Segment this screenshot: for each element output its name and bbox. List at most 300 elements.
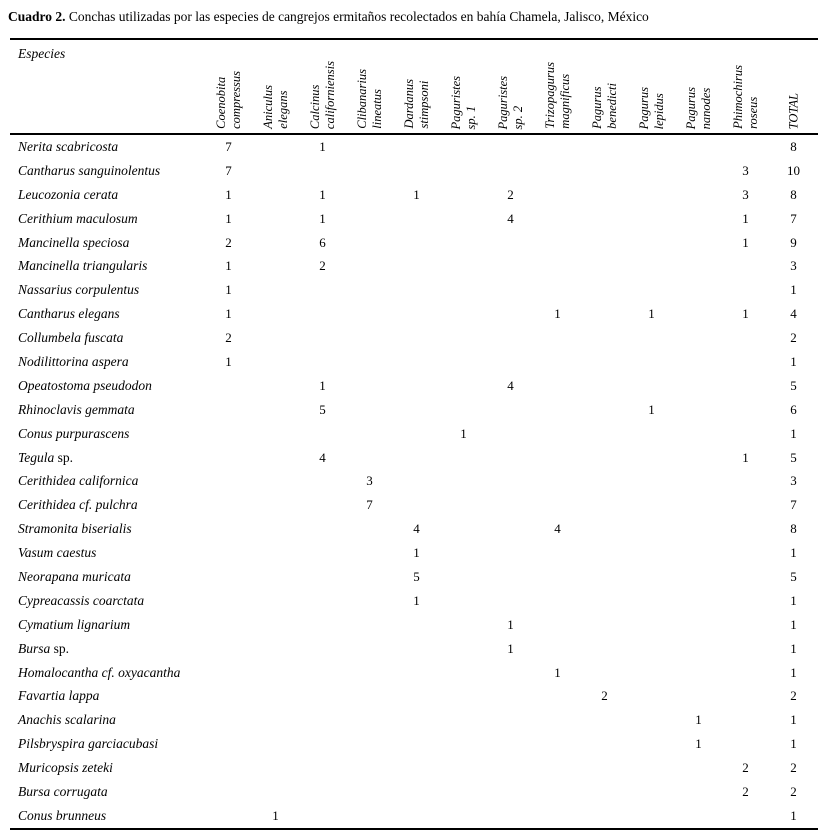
- count-cell-clibanarius-lineatus: [346, 446, 393, 470]
- count-cell-trizopagurus-magnificus: [534, 135, 581, 159]
- column-header-label: Pagurus nanodes: [683, 86, 713, 129]
- count-cell-trizopagurus-magnificus: [534, 446, 581, 470]
- count-cell-paguristes-sp-1: [440, 493, 487, 517]
- count-cell-pagurus-benedicti: [581, 159, 628, 183]
- count-cell-paguristes-sp-1: [440, 254, 487, 278]
- table-row-homalocantha-cf-oxyacantha: [10, 661, 818, 685]
- count-cell-coenobita-compressus: [205, 708, 252, 732]
- count-cell-dardanus-stimpsoni: [393, 231, 440, 255]
- count-cell-aniculus-elegans: [252, 278, 299, 302]
- count-cell-phimochirus-roseus: 2: [742, 784, 749, 800]
- count-cell-pagurus-nanodes: [675, 302, 722, 326]
- count-cell-calcinus-californiensis: [299, 565, 346, 589]
- count-cell-pagurus-nanodes: [675, 684, 722, 708]
- count-cell-trizopagurus-magnificus: [534, 541, 581, 565]
- count-cell-total: 1: [790, 545, 797, 561]
- count-cell-paguristes-sp-2: [487, 135, 534, 159]
- count-cell-coenobita-compressus: [205, 589, 252, 613]
- count-cell-total: 1: [790, 616, 797, 632]
- table-row-anachis-scalarina: [10, 708, 818, 732]
- count-cell-pagurus-lepidus: [628, 207, 675, 231]
- species-name: Bursa corrugata: [18, 784, 108, 800]
- species-name: Tegula: [18, 449, 55, 465]
- table-row-vasum-caestus: [10, 541, 818, 565]
- count-cell-paguristes-sp-1: [440, 159, 487, 183]
- count-cell-paguristes-sp-1: [440, 207, 487, 231]
- count-cell-total: 5: [790, 377, 797, 393]
- column-header-paguristes-sp-2: [487, 40, 534, 133]
- count-cell-calcinus-californiensis: 2: [319, 258, 326, 274]
- table-row-rhinoclavis-gemmata: [10, 398, 818, 422]
- count-cell-pagurus-benedicti: [581, 183, 628, 207]
- count-cell-paguristes-sp-1: [440, 517, 487, 541]
- count-cell-total: 7: [790, 497, 797, 513]
- count-cell-pagurus-lepidus: [628, 374, 675, 398]
- count-cell-paguristes-sp-2: [487, 493, 534, 517]
- column-header-label: Trizopagurus magnificus: [542, 62, 572, 129]
- count-cell-paguristes-sp-1: [440, 398, 487, 422]
- count-cell-pagurus-lepidus: [628, 756, 675, 780]
- species-cell: [10, 493, 205, 517]
- count-cell-paguristes-sp-1: [440, 374, 487, 398]
- count-cell-paguristes-sp-2: [487, 446, 534, 470]
- column-header-calcinus-californiensis: [299, 40, 346, 133]
- count-cell-calcinus-californiensis: [299, 684, 346, 708]
- count-cell-calcinus-californiensis: 6: [319, 234, 326, 250]
- count-cell-aniculus-elegans: [252, 350, 299, 374]
- count-cell-total: 1: [790, 592, 797, 608]
- species-name: Cantharus sanguinolentus: [18, 162, 161, 178]
- count-cell-trizopagurus-magnificus: [534, 565, 581, 589]
- table-row-cypreacassis-coarctata: [10, 589, 818, 613]
- count-cell-clibanarius-lineatus: [346, 708, 393, 732]
- count-cell-paguristes-sp-2: [487, 231, 534, 255]
- species-cell: [10, 422, 205, 446]
- species-name: Cantharus elegans: [18, 306, 120, 322]
- count-cell-aniculus-elegans: [252, 469, 299, 493]
- count-cell-calcinus-californiensis: [299, 278, 346, 302]
- count-cell-pagurus-nanodes: [675, 183, 722, 207]
- count-cell-paguristes-sp-1: [440, 302, 487, 326]
- count-cell-phimochirus-roseus: 2: [742, 760, 749, 776]
- count-cell-calcinus-californiensis: [299, 326, 346, 350]
- count-cell-aniculus-elegans: [252, 326, 299, 350]
- count-cell-total: 6: [790, 401, 797, 417]
- count-cell-calcinus-californiensis: 1: [319, 186, 326, 202]
- species-name: Favartia lappa: [18, 688, 100, 704]
- count-cell-pagurus-benedicti: [581, 541, 628, 565]
- count-cell-aniculus-elegans: [252, 637, 299, 661]
- count-cell-pagurus-lepidus: [628, 565, 675, 589]
- count-cell-clibanarius-lineatus: [346, 207, 393, 231]
- species-cell: [10, 350, 205, 374]
- count-cell-phimochirus-roseus: [722, 398, 769, 422]
- count-cell-clibanarius-lineatus: [346, 159, 393, 183]
- species-cell: [10, 183, 205, 207]
- count-cell-dardanus-stimpsoni: [393, 756, 440, 780]
- count-cell-clibanarius-lineatus: [346, 804, 393, 828]
- count-cell-clibanarius-lineatus: 3: [366, 473, 373, 489]
- count-cell-aniculus-elegans: [252, 756, 299, 780]
- count-cell-phimochirus-roseus: [722, 684, 769, 708]
- count-cell-coenobita-compressus: 1: [225, 258, 232, 274]
- count-cell-pagurus-lepidus: [628, 231, 675, 255]
- species-cell: [10, 374, 205, 398]
- count-cell-dardanus-stimpsoni: [393, 804, 440, 828]
- count-cell-calcinus-californiensis: [299, 708, 346, 732]
- table-caption: [0, 0, 826, 26]
- species-cell: [10, 517, 205, 541]
- count-cell-phimochirus-roseus: [722, 613, 769, 637]
- column-header-label: Pagurus benedicti: [589, 83, 619, 129]
- count-cell-phimochirus-roseus: 1: [742, 234, 749, 250]
- count-cell-coenobita-compressus: [205, 422, 252, 446]
- count-cell-paguristes-sp-2: [487, 517, 534, 541]
- count-cell-total: 1: [790, 664, 797, 680]
- count-cell-pagurus-nanodes: [675, 661, 722, 685]
- count-cell-total: 8: [790, 139, 797, 154]
- count-cell-phimochirus-roseus: [722, 732, 769, 756]
- count-cell-clibanarius-lineatus: [346, 278, 393, 302]
- count-cell-pagurus-lepidus: [628, 732, 675, 756]
- count-cell-trizopagurus-magnificus: [534, 469, 581, 493]
- count-cell-pagurus-lepidus: [628, 350, 675, 374]
- count-cell-calcinus-californiensis: [299, 493, 346, 517]
- count-cell-total: 8: [790, 521, 797, 537]
- column-header-clibanarius-lineatus: [346, 40, 393, 133]
- count-cell-pagurus-nanodes: [675, 637, 722, 661]
- count-cell-dardanus-stimpsoni: 1: [413, 186, 420, 202]
- table-row-stramonita-biserialis: [10, 517, 818, 541]
- count-cell-dardanus-stimpsoni: [393, 278, 440, 302]
- species-name: Cerithidea californica: [18, 473, 139, 489]
- count-cell-aniculus-elegans: [252, 446, 299, 470]
- count-cell-total: 10: [787, 162, 800, 178]
- table-row-collumbela-fuscata: [10, 326, 818, 350]
- column-header-trizopagurus-magnificus: [534, 40, 581, 133]
- count-cell-aniculus-elegans: [252, 135, 299, 159]
- count-cell-total: 3: [790, 258, 797, 274]
- count-cell-trizopagurus-magnificus: [534, 326, 581, 350]
- count-cell-calcinus-californiensis: [299, 613, 346, 637]
- column-header-pagurus-nanodes: [675, 40, 722, 133]
- count-cell-paguristes-sp-1: [440, 589, 487, 613]
- count-cell-paguristes-sp-2: [487, 159, 534, 183]
- count-cell-pagurus-nanodes: 1: [695, 736, 702, 752]
- count-cell-paguristes-sp-2: [487, 254, 534, 278]
- count-cell-trizopagurus-magnificus: 4: [554, 521, 561, 537]
- count-cell-aniculus-elegans: [252, 780, 299, 804]
- count-cell-calcinus-californiensis: [299, 661, 346, 685]
- column-header-total: [769, 40, 818, 133]
- count-cell-calcinus-californiensis: [299, 637, 346, 661]
- count-cell-aniculus-elegans: 1: [272, 807, 279, 823]
- count-cell-paguristes-sp-2: 4: [507, 210, 514, 226]
- species-cell: [10, 469, 205, 493]
- count-cell-phimochirus-roseus: [722, 804, 769, 828]
- count-cell-phimochirus-roseus: [722, 708, 769, 732]
- count-cell-pagurus-benedicti: [581, 493, 628, 517]
- column-header-label: Paguristes sp. 2: [495, 75, 525, 129]
- count-cell-paguristes-sp-1: [440, 541, 487, 565]
- count-cell-calcinus-californiensis: [299, 589, 346, 613]
- column-header-label: Calcinus californiensis: [307, 60, 337, 129]
- count-cell-pagurus-nanodes: [675, 398, 722, 422]
- species-name: Conus brunneus: [18, 807, 107, 823]
- count-cell-pagurus-lepidus: [628, 422, 675, 446]
- count-cell-coenobita-compressus: 1: [225, 282, 232, 298]
- count-cell-paguristes-sp-2: [487, 469, 534, 493]
- species-cell: [10, 589, 205, 613]
- table-row-cantharus-sanguinolentus: [10, 159, 818, 183]
- count-cell-dardanus-stimpsoni: [393, 613, 440, 637]
- count-cell-calcinus-californiensis: 1: [319, 139, 326, 154]
- count-cell-clibanarius-lineatus: 7: [366, 497, 373, 513]
- count-cell-total: 2: [790, 330, 797, 346]
- count-cell-aniculus-elegans: [252, 661, 299, 685]
- count-cell-clibanarius-lineatus: [346, 780, 393, 804]
- count-cell-coenobita-compressus: 1: [225, 354, 232, 370]
- count-cell-clibanarius-lineatus: [346, 732, 393, 756]
- species-name-suffix: sp.: [50, 640, 70, 656]
- count-cell-pagurus-nanodes: [675, 469, 722, 493]
- count-cell-phimochirus-roseus: [722, 278, 769, 302]
- count-cell-clibanarius-lineatus: [346, 183, 393, 207]
- count-cell-paguristes-sp-1: [440, 780, 487, 804]
- count-cell-pagurus-lepidus: [628, 589, 675, 613]
- count-cell-paguristes-sp-2: 1: [507, 616, 514, 632]
- count-cell-total: 9: [790, 234, 797, 250]
- count-cell-aniculus-elegans: [252, 207, 299, 231]
- species-cell: [10, 398, 205, 422]
- count-cell-pagurus-lepidus: [628, 326, 675, 350]
- count-cell-dardanus-stimpsoni: [393, 207, 440, 231]
- count-cell-pagurus-benedicti: [581, 207, 628, 231]
- count-cell-dardanus-stimpsoni: 4: [413, 521, 420, 537]
- count-cell-clibanarius-lineatus: [346, 302, 393, 326]
- count-cell-dardanus-stimpsoni: [393, 302, 440, 326]
- count-cell-phimochirus-roseus: 3: [742, 186, 749, 202]
- count-cell-coenobita-compressus: 7: [225, 139, 232, 154]
- column-header-label: Clibanarius lineatus: [354, 69, 384, 129]
- count-cell-pagurus-nanodes: [675, 159, 722, 183]
- count-cell-trizopagurus-magnificus: [534, 589, 581, 613]
- table-row-pilsbryspira-garciacubasi: [10, 732, 818, 756]
- count-cell-aniculus-elegans: [252, 231, 299, 255]
- count-cell-aniculus-elegans: [252, 254, 299, 278]
- count-cell-phimochirus-roseus: 1: [742, 306, 749, 322]
- count-cell-coenobita-compressus: 2: [225, 234, 232, 250]
- table-row-bursa-sp: [10, 637, 818, 661]
- count-cell-paguristes-sp-1: [440, 708, 487, 732]
- count-cell-trizopagurus-magnificus: [534, 398, 581, 422]
- count-cell-dardanus-stimpsoni: [393, 422, 440, 446]
- count-cell-total: 2: [790, 688, 797, 704]
- count-cell-calcinus-californiensis: [299, 732, 346, 756]
- column-header-pagurus-benedicti: [581, 40, 628, 133]
- count-cell-phimochirus-roseus: [722, 326, 769, 350]
- table-row-muricopsis-zeteki: [10, 756, 818, 780]
- count-cell-total: 5: [790, 569, 797, 585]
- count-cell-paguristes-sp-1: [440, 350, 487, 374]
- count-cell-calcinus-californiensis: [299, 469, 346, 493]
- table-row-cymatium-lignarium: [10, 613, 818, 637]
- species-cell: [10, 804, 205, 828]
- count-cell-paguristes-sp-1: [440, 326, 487, 350]
- table-row-cerithidea-cf-pulchra: [10, 493, 818, 517]
- count-cell-paguristes-sp-1: [440, 684, 487, 708]
- count-cell-phimochirus-roseus: 1: [742, 449, 749, 465]
- count-cell-paguristes-sp-1: 1: [460, 425, 467, 441]
- count-cell-paguristes-sp-1: [440, 278, 487, 302]
- count-cell-total: 1: [790, 640, 797, 656]
- species-cell: [10, 302, 205, 326]
- count-cell-pagurus-lepidus: [628, 135, 675, 159]
- count-cell-pagurus-nanodes: [675, 374, 722, 398]
- table-row-bursa-corrugata: [10, 780, 818, 804]
- count-cell-pagurus-lepidus: [628, 708, 675, 732]
- count-cell-trizopagurus-magnificus: [534, 732, 581, 756]
- count-cell-total: 1: [790, 354, 797, 370]
- count-cell-aniculus-elegans: [252, 159, 299, 183]
- count-cell-phimochirus-roseus: 1: [742, 210, 749, 226]
- count-cell-clibanarius-lineatus: [346, 135, 393, 159]
- count-cell-trizopagurus-magnificus: [534, 231, 581, 255]
- count-cell-pagurus-benedicti: [581, 231, 628, 255]
- count-cell-aniculus-elegans: [252, 183, 299, 207]
- count-cell-paguristes-sp-2: [487, 708, 534, 732]
- count-cell-paguristes-sp-2: 2: [507, 186, 514, 202]
- count-cell-trizopagurus-magnificus: [534, 684, 581, 708]
- count-cell-paguristes-sp-2: [487, 422, 534, 446]
- count-cell-phimochirus-roseus: [722, 374, 769, 398]
- column-header-label: Dardanus stimpsoni: [401, 79, 431, 129]
- count-cell-coenobita-compressus: [205, 684, 252, 708]
- count-cell-trizopagurus-magnificus: [534, 756, 581, 780]
- column-header-label: Paguristes sp. 1: [448, 75, 478, 129]
- count-cell-paguristes-sp-1: [440, 135, 487, 159]
- species-name: Pilsbryspira garciacubasi: [18, 736, 159, 752]
- count-cell-pagurus-lepidus: [628, 493, 675, 517]
- count-cell-aniculus-elegans: [252, 374, 299, 398]
- column-header-paguristes-sp-1: [440, 40, 487, 133]
- count-cell-coenobita-compressus: 1: [225, 186, 232, 202]
- count-cell-aniculus-elegans: [252, 613, 299, 637]
- species-name: Cerithium maculosum: [18, 210, 138, 226]
- count-cell-trizopagurus-magnificus: [534, 254, 581, 278]
- count-cell-coenobita-compressus: [205, 541, 252, 565]
- count-cell-phimochirus-roseus: [722, 254, 769, 278]
- count-cell-phimochirus-roseus: [722, 661, 769, 685]
- table-row-neorapana-muricata: [10, 565, 818, 589]
- count-cell-clibanarius-lineatus: [346, 350, 393, 374]
- count-cell-trizopagurus-magnificus: [534, 780, 581, 804]
- count-cell-paguristes-sp-2: [487, 780, 534, 804]
- count-cell-paguristes-sp-1: [440, 565, 487, 589]
- species-cell: [10, 613, 205, 637]
- count-cell-pagurus-benedicti: [581, 398, 628, 422]
- count-cell-phimochirus-roseus: [722, 637, 769, 661]
- count-cell-pagurus-lepidus: [628, 469, 675, 493]
- count-cell-pagurus-lepidus: 1: [648, 401, 655, 417]
- count-cell-total: 1: [790, 807, 797, 823]
- species-name: Muricopsis zeteki: [18, 760, 113, 776]
- count-cell-phimochirus-roseus: [722, 589, 769, 613]
- count-cell-calcinus-californiensis: [299, 541, 346, 565]
- count-cell-calcinus-californiensis: 5: [319, 401, 326, 417]
- count-cell-aniculus-elegans: [252, 422, 299, 446]
- count-cell-aniculus-elegans: [252, 302, 299, 326]
- count-cell-trizopagurus-magnificus: [534, 422, 581, 446]
- species-name: Collumbela fuscata: [18, 330, 124, 346]
- table-row-favartia-lappa: [10, 684, 818, 708]
- count-cell-calcinus-californiensis: [299, 422, 346, 446]
- species-name: Leucozonia cerata: [18, 186, 119, 202]
- count-cell-paguristes-sp-1: [440, 231, 487, 255]
- count-cell-clibanarius-lineatus: [346, 637, 393, 661]
- count-cell-total: 7: [790, 210, 797, 226]
- count-cell-coenobita-compressus: 7: [225, 162, 232, 178]
- count-cell-pagurus-nanodes: [675, 135, 722, 159]
- count-cell-calcinus-californiensis: [299, 159, 346, 183]
- table-caption-label: Cuadro 2.: [8, 9, 66, 24]
- count-cell-pagurus-nanodes: [675, 446, 722, 470]
- count-cell-pagurus-lepidus: [628, 517, 675, 541]
- count-cell-total: 1: [790, 425, 797, 441]
- count-cell-clibanarius-lineatus: [346, 661, 393, 685]
- table-row-nodilittorina-aspera: [10, 350, 818, 374]
- column-header-coenobita-compressus: [205, 40, 252, 133]
- count-cell-pagurus-lepidus: [628, 278, 675, 302]
- count-cell-paguristes-sp-2: [487, 398, 534, 422]
- species-cell: [10, 756, 205, 780]
- column-header-label: Phimochirus roseus: [730, 65, 760, 129]
- count-cell-coenobita-compressus: [205, 661, 252, 685]
- count-cell-dardanus-stimpsoni: [393, 469, 440, 493]
- count-cell-dardanus-stimpsoni: [393, 493, 440, 517]
- species-cell: [10, 207, 205, 231]
- species-name: Opeatostoma pseudodon: [18, 377, 152, 393]
- count-cell-pagurus-lepidus: [628, 183, 675, 207]
- table-caption-text: Conchas utilizadas por las especies de cangrejos ermitaños recolectados en bahía Chamela, Jalisco, México: [65, 9, 649, 24]
- count-cell-dardanus-stimpsoni: 5: [413, 569, 420, 585]
- count-cell-pagurus-nanodes: [675, 231, 722, 255]
- count-cell-pagurus-benedicti: [581, 135, 628, 159]
- count-cell-pagurus-nanodes: [675, 565, 722, 589]
- species-name: Rhinoclavis gemmata: [18, 401, 135, 417]
- species-cell: [10, 159, 205, 183]
- count-cell-aniculus-elegans: [252, 684, 299, 708]
- count-cell-paguristes-sp-1: [440, 469, 487, 493]
- count-cell-coenobita-compressus: 1: [225, 210, 232, 226]
- count-cell-phimochirus-roseus: [722, 422, 769, 446]
- count-cell-dardanus-stimpsoni: [393, 254, 440, 278]
- count-cell-dardanus-stimpsoni: [393, 374, 440, 398]
- species-name: Bursa: [18, 640, 51, 656]
- count-cell-paguristes-sp-2: [487, 541, 534, 565]
- count-cell-pagurus-benedicti: [581, 637, 628, 661]
- column-header-label: Aniculus elegans: [260, 85, 290, 129]
- count-cell-paguristes-sp-2: [487, 684, 534, 708]
- count-cell-paguristes-sp-1: [440, 446, 487, 470]
- count-cell-aniculus-elegans: [252, 398, 299, 422]
- count-cell-trizopagurus-magnificus: 1: [554, 664, 561, 680]
- count-cell-paguristes-sp-2: [487, 756, 534, 780]
- count-cell-pagurus-benedicti: [581, 804, 628, 828]
- species-name-suffix: sp.: [54, 449, 74, 465]
- column-header-pagurus-lepidus: [628, 40, 675, 133]
- species-name: Mancinella triangularis: [18, 258, 148, 274]
